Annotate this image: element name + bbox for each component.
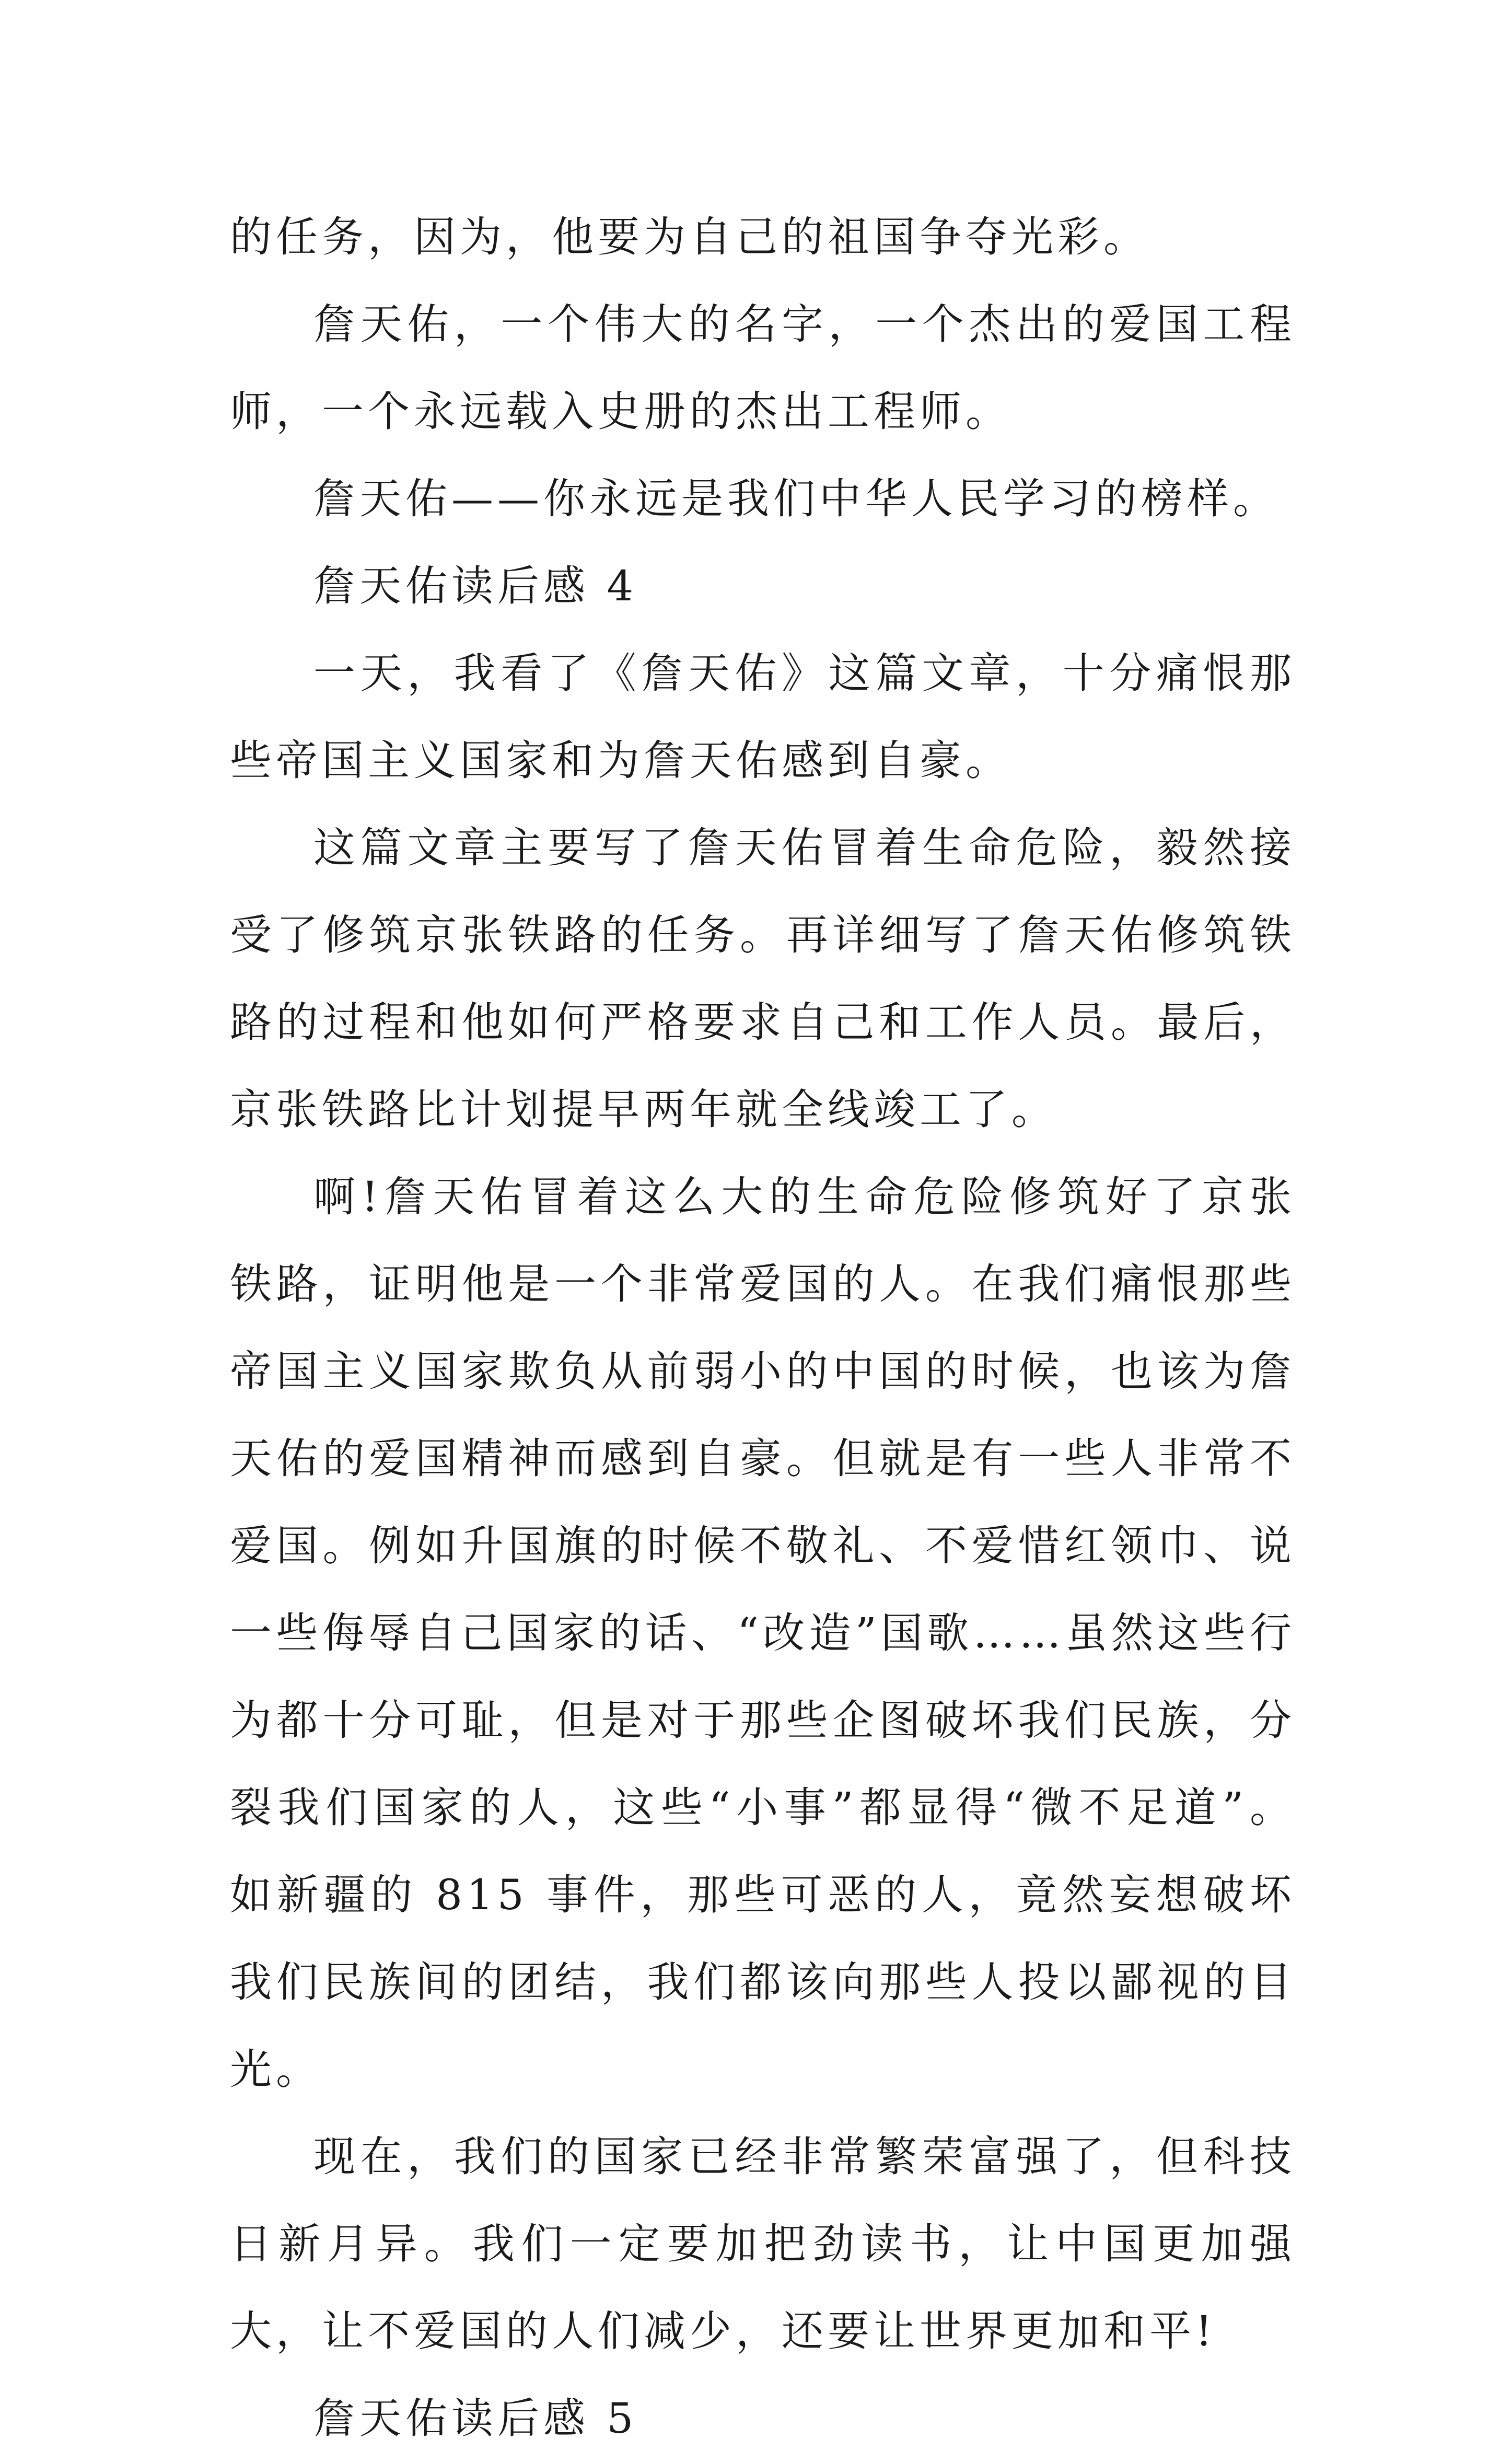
document-body — [230, 193, 1296, 2462]
section-heading: 詹天佑读后感 4 — [313, 562, 638, 610]
paragraph: 詹天佑——你永远是我们中华人民学习的榜样。 — [313, 474, 1279, 523]
paragraph-continuation: 的任务，因为，他要为自己的祖国争夺光彩。 — [230, 213, 1149, 261]
section-heading: 詹天佑读后感 5 — [313, 2394, 638, 2443]
paragraph: 这篇文章主要写了詹天佑冒着生命危险，毅然接受了修筑京张铁路的任务。再详细写了詹天佑修筑铁路的过程和他如何严格要求自己和工作人员。最后，京张铁路比计划提早两年就全线竣工了。 — [230, 823, 1296, 1134]
paragraph: 詹天佑，一个伟大的名字，一个杰出的爱国工程师，一个永远载入史册的杰出工程师。 — [230, 300, 1296, 436]
paragraph: 一天，我看了《詹天佑》这篇文章，十分痛恨那些帝国主义国家和为詹天佑感到自豪。 — [230, 649, 1296, 785]
paragraph: 啊!詹天佑冒着这么大的生命危险修筑好了京张铁路，证明他是一个非常爱国的人。在我们痛恨那些帝国主义国家欺负从前弱小的中国的时候，也该为詹天佑的爱国精神而感到自豪。但就是有一些人非常不爱国。例如升国旗的时候不敬礼、不爱惜红领巾、说一些侮辱自己国家的话、“改造”国歌……虽然这些行为都十分可耻，但是对于那些企图破坏我们民族，分裂我们国家的人，这些“小事”都显得“微不足道”。如新疆的 815 事件，那些可恶的人，竟然妄想破坏我们民族间的团结，我们都该向那些人投以鄙视的目光。 — [230, 1172, 1296, 2094]
paragraph: 现在，我们的国家已经非常繁荣富强了，但科技日新月异。我们一定要加把劲读书，让中国更加强大，让不爱国的人们减少，还要让世界更加和平! — [230, 2132, 1296, 2355]
